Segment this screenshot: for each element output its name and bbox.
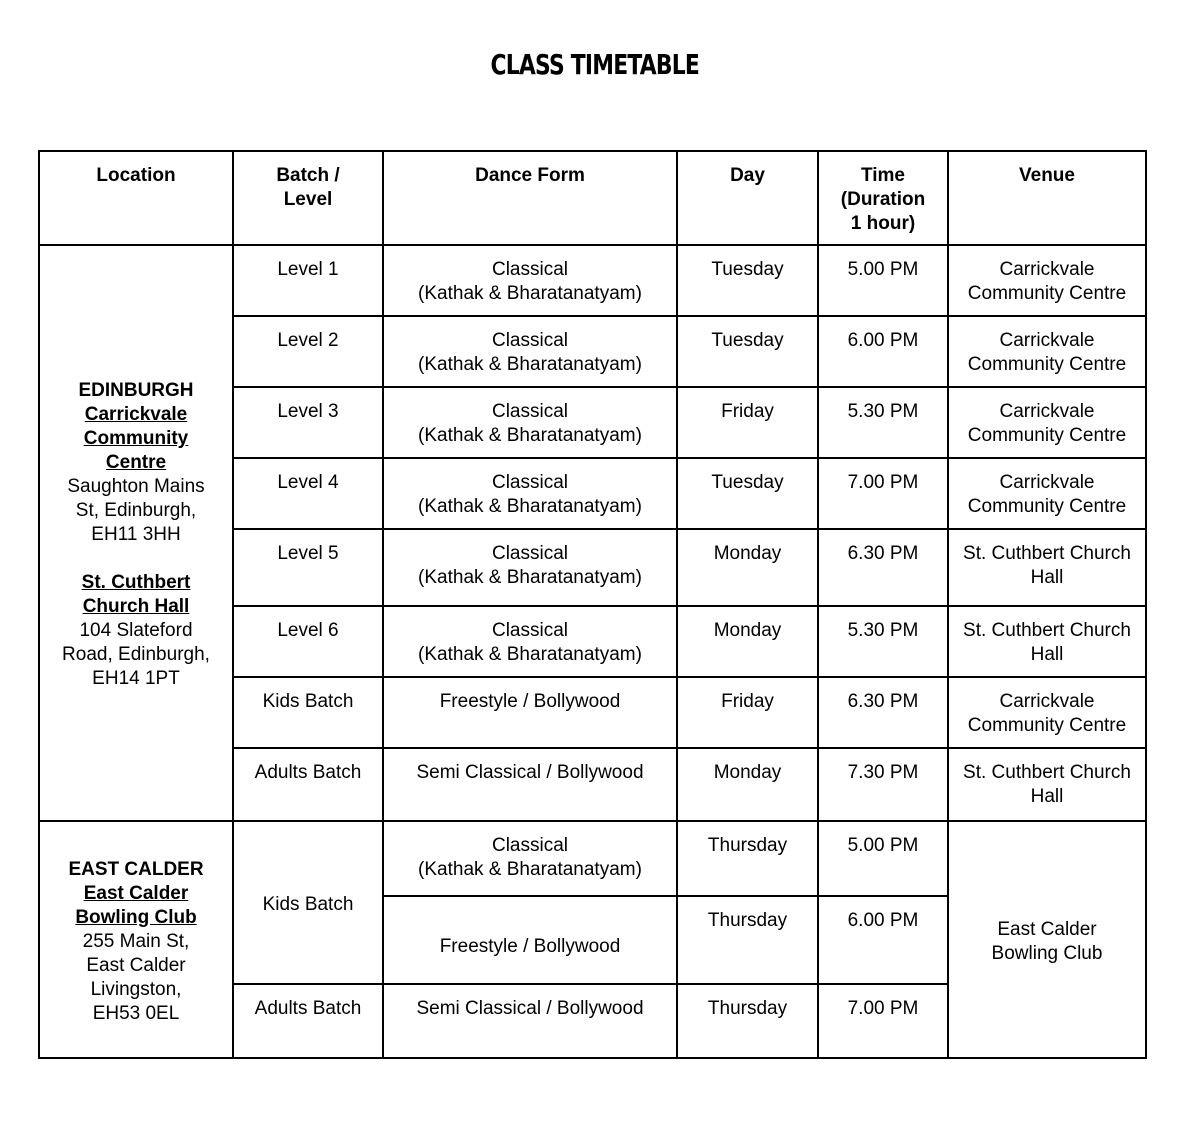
venue-address-line: 255 Main St,	[82, 930, 190, 952]
time-cell: 5.00 PM	[818, 821, 948, 896]
dance-form-cell: Freestyle / Bollywood	[383, 896, 677, 984]
header-day: Day	[677, 151, 818, 245]
venue-cell: Carrickvale Community Centre	[948, 458, 1146, 529]
batch-cell: Kids Batch	[233, 821, 383, 984]
venue-cell: Carrickvale Community Centre	[948, 387, 1146, 458]
venue-cell: East Calder Bowling Club	[948, 821, 1146, 1058]
day-cell: Friday	[677, 387, 818, 458]
venue-cell: St. Cuthbert Church Hall	[948, 748, 1146, 821]
location-edinburgh	[39, 245, 233, 821]
day-cell: Monday	[677, 529, 818, 606]
header-location: Location	[39, 151, 233, 245]
dance-form-cell: Classical (Kathak & Bharatanatyam)	[383, 529, 677, 606]
batch-cell: Adults Batch	[233, 984, 383, 1058]
dance-form-cell: Classical (Kathak & Bharatanatyam)	[383, 316, 677, 387]
header-dance-form: Dance Form	[383, 151, 677, 245]
day-cell: Monday	[677, 748, 818, 821]
day-cell: Thursday	[677, 896, 818, 984]
venue-address-line: EH53 0EL	[92, 1002, 180, 1024]
page-title: CLASS TIMETABLE	[490, 48, 700, 81]
batch-cell: Level 5	[233, 529, 383, 606]
location-east-calder	[39, 821, 233, 1058]
dance-form-cell: Freestyle / Bollywood	[383, 677, 677, 748]
table-row	[39, 245, 1146, 316]
header-venue: Venue	[948, 151, 1146, 245]
day-cell: Tuesday	[677, 245, 818, 316]
venue-address-line: East Calder	[86, 954, 186, 976]
time-cell: 7.00 PM	[818, 458, 948, 529]
time-cell: 5.30 PM	[818, 387, 948, 458]
day-cell: Thursday	[677, 821, 818, 896]
dance-form-cell: Classical (Kathak & Bharatanatyam)	[383, 458, 677, 529]
venue-cell: Carrickvale Community Centre	[948, 677, 1146, 748]
time-cell: 7.30 PM	[818, 748, 948, 821]
time-cell: 5.30 PM	[818, 606, 948, 677]
day-cell: Tuesday	[677, 458, 818, 529]
batch-cell: Level 1	[233, 245, 383, 316]
batch-cell: Level 6	[233, 606, 383, 677]
venue-cell: St. Cuthbert Church Hall	[948, 606, 1146, 677]
venue-address: Saughton Mains St, Edinburgh, EH11 3HH	[67, 476, 205, 545]
header-time: Time (Duration 1 hour)	[818, 151, 948, 245]
batch-cell: Level 4	[233, 458, 383, 529]
time-cell: 7.00 PM	[818, 984, 948, 1058]
day-cell: Friday	[677, 677, 818, 748]
batch-cell: Kids Batch	[233, 677, 383, 748]
venue-name: St. Cuthbert Church Hall	[81, 572, 191, 617]
time-cell: 6.30 PM	[818, 529, 948, 606]
day-cell: Monday	[677, 606, 818, 677]
timetable	[38, 150, 1147, 1059]
venue-address-line: Livingston,	[90, 978, 182, 1000]
batch-cell: Level 3	[233, 387, 383, 458]
day-cell: Thursday	[677, 984, 818, 1058]
city-name: EDINBURGH	[78, 380, 194, 401]
dance-form-cell: Semi Classical / Bollywood	[383, 984, 677, 1058]
header-row	[39, 151, 1146, 245]
time-cell: 6.00 PM	[818, 896, 948, 984]
dance-form-cell: Classical (Kathak & Bharatanatyam)	[383, 387, 677, 458]
header-batch: Batch / Level	[233, 151, 383, 245]
city-name: EAST CALDER	[68, 858, 204, 880]
dance-form-cell: Classical (Kathak & Bharatanatyam)	[383, 821, 677, 896]
time-cell: 5.00 PM	[818, 245, 948, 316]
batch-cell: Level 2	[233, 316, 383, 387]
time-cell: 6.30 PM	[818, 677, 948, 748]
time-cell: 6.00 PM	[818, 316, 948, 387]
table-row	[39, 821, 1146, 896]
venue-address: 104 Slateford Road, Edinburgh, EH14 1PT	[62, 620, 210, 689]
dance-form-cell: Classical (Kathak & Bharatanatyam)	[383, 245, 677, 316]
day-cell: Tuesday	[677, 316, 818, 387]
venue-name: East Calder Bowling Club	[75, 882, 197, 928]
batch-cell: Adults Batch	[233, 748, 383, 821]
venue-name: Carrickvale Community Centre	[83, 404, 189, 473]
dance-form-cell: Semi Classical / Bollywood	[383, 748, 677, 821]
venue-cell: Carrickvale Community Centre	[948, 245, 1146, 316]
dance-form-cell: Classical (Kathak & Bharatanatyam)	[383, 606, 677, 677]
venue-cell: St. Cuthbert Church Hall	[948, 529, 1146, 606]
venue-cell: Carrickvale Community Centre	[948, 316, 1146, 387]
